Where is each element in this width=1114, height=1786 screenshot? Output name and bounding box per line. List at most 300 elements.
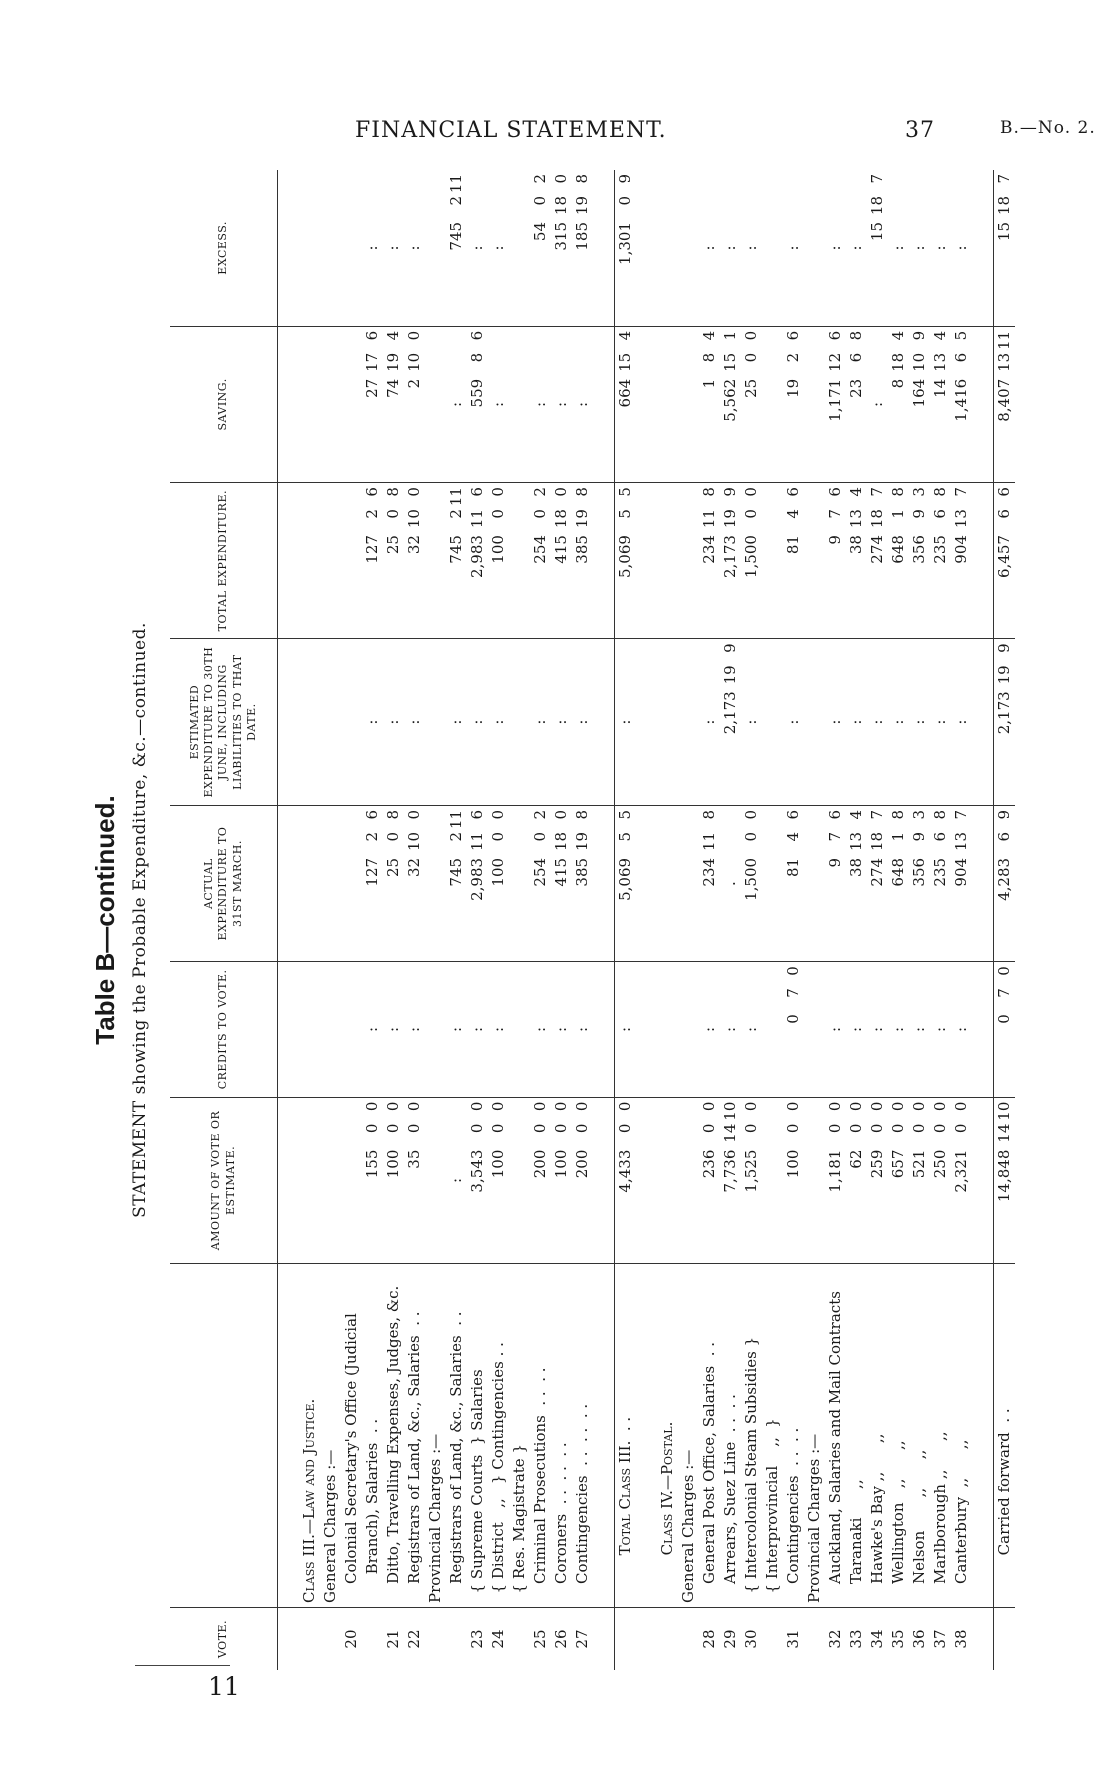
table-row — [341, 170, 362, 1670]
amount-placeholder: : — [784, 719, 802, 725]
amount-cell — [930, 962, 951, 1097]
amount-placeholder: : — [489, 1026, 507, 1032]
amount-cell — [930, 170, 951, 326]
pence: 8 — [700, 487, 718, 497]
amount-placeholder: : — [384, 719, 402, 725]
vote-number — [678, 1608, 699, 1670]
amount-cell — [972, 639, 994, 806]
shillings: 19 — [573, 196, 591, 216]
pounds: 254 — [531, 857, 549, 887]
amount-placeholder: : — [910, 245, 928, 251]
pounds: 315 — [552, 222, 570, 251]
pounds: 164 — [910, 378, 928, 408]
pence: 5 — [616, 809, 634, 820]
amount-placeholder: : — [784, 245, 802, 251]
amount-cell — [678, 483, 699, 639]
shillings: 0 — [910, 1123, 928, 1134]
pence: 4 — [700, 330, 718, 341]
amount-cell — [530, 639, 551, 806]
vote-number — [636, 1608, 657, 1670]
amount-cell — [341, 962, 362, 1097]
amount-placeholder: : — [468, 1026, 486, 1032]
table-row — [867, 170, 888, 1670]
table-row — [488, 170, 509, 1670]
table-row — [467, 170, 488, 1670]
pence: 8 — [700, 809, 718, 820]
column-header: ACTUAL EXPENDITURE TO 31ST MARCH. — [170, 805, 278, 961]
table-row — [846, 170, 867, 1670]
shillings: 0 — [742, 1123, 760, 1134]
pounds: 14 — [931, 378, 949, 398]
table-row — [636, 170, 657, 1670]
amount-placeholder: : — [952, 719, 970, 725]
amount-cell — [909, 962, 930, 1097]
amount-cell — [383, 1097, 404, 1264]
vote-number: 22 — [405, 1629, 423, 1649]
vote-number: 25 — [531, 1629, 549, 1649]
pence: 0 — [468, 1101, 486, 1112]
table-body — [278, 170, 1016, 1670]
amount-placeholder: : — [700, 1026, 718, 1032]
pounds: 25 — [384, 535, 402, 555]
table-subcaption: STATEMENT showing the Probable Expenditure, &c.—continued. — [130, 622, 150, 1218]
pence: 2 — [531, 174, 549, 184]
shillings: 0 — [868, 1123, 886, 1134]
amount-cell — [299, 326, 320, 482]
amount-cell — [972, 1097, 994, 1264]
amount-cell — [825, 1097, 846, 1264]
table-row — [383, 170, 404, 1670]
pounds: 19 — [784, 378, 802, 398]
amount-placeholder: : — [826, 719, 844, 725]
amount-cell — [678, 1097, 699, 1264]
pence: 9 — [995, 809, 1013, 820]
amount-cell — [636, 170, 657, 326]
row-description: { Supreme Courts } Salaries — [467, 1264, 488, 1608]
amount-cell — [320, 805, 341, 961]
table-row — [530, 170, 551, 1670]
amount-placeholder: : — [868, 719, 886, 725]
amount-cell — [762, 483, 783, 639]
margin-rule — [135, 1665, 230, 1666]
shillings: 19 — [995, 665, 1013, 685]
amount-cell — [593, 639, 615, 806]
amount-cell — [320, 326, 341, 482]
pounds: 9 — [826, 857, 844, 868]
row-description: Marlborough ,, ,, — [930, 1264, 951, 1608]
amount-cell — [741, 962, 762, 1097]
pence: 6 — [826, 330, 844, 341]
amount-cell — [320, 1097, 341, 1264]
row-description: General Charges :— — [678, 1264, 699, 1608]
amount-cell — [825, 639, 846, 806]
shillings: 19 — [384, 352, 402, 372]
amount-cell — [299, 483, 320, 639]
shillings: 6 — [931, 509, 949, 519]
amount-placeholder: : — [721, 1026, 739, 1032]
amount-cell — [994, 962, 1016, 1097]
pence: 1 — [721, 330, 739, 341]
pounds: 356 — [910, 857, 928, 887]
amount-cell — [741, 805, 762, 961]
amount-cell — [867, 639, 888, 806]
row-description: { Intercolonial Steam Subsidies } — [741, 1264, 762, 1608]
vote-number: 23 — [468, 1629, 486, 1649]
shillings: 11 — [700, 831, 718, 852]
amount-cell — [699, 483, 720, 639]
amount-cell — [699, 962, 720, 1097]
column-header: EXCESS. — [170, 170, 278, 326]
amount-cell — [404, 639, 425, 806]
page-mark: 11 — [208, 1672, 240, 1701]
pounds: 664 — [616, 378, 634, 408]
amount-cell — [699, 639, 720, 806]
pounds: 415 — [552, 857, 570, 887]
pounds: 127 — [363, 857, 381, 887]
table-row — [994, 170, 1016, 1670]
pence: 4 — [616, 330, 634, 341]
amount-cell — [972, 483, 994, 639]
amount-cell — [446, 962, 467, 1097]
amount-cell — [572, 805, 593, 961]
shillings: 7 — [784, 988, 802, 998]
shillings: 0 — [573, 1123, 591, 1134]
amount-cell — [846, 805, 867, 961]
amount-cell — [383, 962, 404, 1097]
pounds: 521 — [910, 1149, 928, 1179]
amount-cell — [446, 170, 467, 326]
amount-cell — [572, 326, 593, 482]
amount-cell — [678, 805, 699, 961]
amount-cell — [551, 170, 572, 326]
shillings: 13 — [952, 509, 970, 529]
pounds: 236 — [700, 1149, 718, 1179]
amount-placeholder: : — [826, 245, 844, 251]
amount-cell — [467, 639, 488, 806]
pounds: 25 — [384, 857, 402, 878]
pence: 6 — [468, 330, 486, 341]
amount-cell — [551, 962, 572, 1097]
shillings: 6 — [995, 831, 1013, 842]
row-description: Total Class III. . . — [615, 1264, 637, 1608]
amount-cell — [804, 1097, 825, 1264]
amount-cell — [383, 170, 404, 326]
pounds: 6,457 — [995, 535, 1013, 578]
amount-cell — [362, 170, 383, 326]
amount-placeholder: : — [573, 401, 591, 407]
pounds: 8 — [889, 378, 907, 389]
pounds: 38 — [847, 535, 865, 555]
pence: 7 — [868, 174, 886, 184]
pence: 0 — [616, 1101, 634, 1112]
shillings: 0 — [742, 831, 760, 842]
pence: 0 — [784, 966, 802, 976]
amount-cell — [972, 805, 994, 961]
pounds: 2,173 — [721, 535, 739, 578]
pence: 9 — [995, 643, 1013, 653]
pounds: 81 — [784, 857, 802, 878]
row-description: Wellington ,, ,, — [888, 1264, 909, 1608]
amount-placeholder: : — [573, 1026, 591, 1032]
amount-placeholder: : — [573, 719, 591, 725]
amount-cell — [804, 483, 825, 639]
amount-cell — [446, 1097, 467, 1264]
vote-number: 30 — [742, 1629, 760, 1649]
shillings: 0 — [531, 1123, 549, 1134]
pence: 8 — [384, 487, 402, 497]
table-row — [425, 170, 446, 1670]
vote-number: 33 — [847, 1629, 865, 1649]
amount-cell — [320, 483, 341, 639]
pence: 0 — [826, 1101, 844, 1112]
column-header — [170, 1264, 278, 1608]
amount-cell — [951, 1097, 972, 1264]
pence: 8 — [889, 487, 907, 497]
shillings: 11 — [468, 509, 486, 529]
amount-cell — [783, 962, 804, 1097]
amount-cell — [657, 483, 678, 639]
amount-placeholder: : — [868, 401, 886, 407]
shillings: 18 — [868, 509, 886, 529]
shillings: 0 — [889, 1123, 907, 1134]
amount-cell — [867, 1097, 888, 1264]
table-row — [657, 170, 678, 1670]
amount-cell — [446, 639, 467, 806]
amount-cell — [804, 962, 825, 1097]
pence: 0 — [784, 1101, 802, 1112]
amount-cell — [636, 483, 657, 639]
pounds: 745 — [447, 535, 465, 564]
shillings: 10 — [405, 352, 423, 372]
amount-cell — [867, 170, 888, 326]
pounds: 5,562 — [721, 378, 739, 422]
pounds: 648 — [889, 535, 907, 564]
amount-cell — [404, 326, 425, 482]
pence: 5 — [616, 487, 634, 497]
pounds: 200 — [573, 1149, 591, 1179]
amount-cell — [488, 483, 509, 639]
amount-cell — [720, 962, 741, 1097]
shillings: 5 — [616, 509, 634, 519]
vote-number — [994, 1608, 1016, 1670]
amount-placeholder: : — [405, 1026, 423, 1032]
amount-cell — [825, 962, 846, 1097]
amount-cell — [446, 483, 467, 639]
shillings: 15 — [616, 352, 634, 372]
vote-number: 27 — [573, 1629, 591, 1649]
amount-cell — [530, 962, 551, 1097]
amount-cell — [930, 483, 951, 639]
amount-cell — [657, 805, 678, 961]
pounds: 385 — [573, 535, 591, 564]
amount-cell — [951, 170, 972, 326]
shillings: 0 — [952, 1123, 970, 1134]
vote-number: 32 — [826, 1629, 844, 1649]
pence: 9 — [910, 330, 928, 341]
amount-cell — [741, 1097, 762, 1264]
vote-number: 37 — [931, 1629, 949, 1649]
shillings: 11 — [700, 509, 718, 529]
pounds: 657 — [889, 1149, 907, 1179]
shillings: 2 — [363, 831, 381, 842]
pounds: 904 — [952, 535, 970, 564]
shillings: 2 — [363, 509, 381, 519]
shillings: 0 — [742, 509, 760, 519]
row-description: Registrars of Land, &c., Salaries . . — [404, 1264, 425, 1608]
pounds: 32 — [405, 535, 423, 555]
pence: 0 — [868, 1101, 886, 1112]
row-description: General Charges :— — [320, 1264, 341, 1608]
pence: 0 — [742, 809, 760, 820]
amount-cell — [509, 1097, 530, 1264]
shillings: 17 — [363, 352, 381, 372]
table-row — [299, 170, 320, 1670]
amount-cell — [425, 805, 446, 961]
page-number: 37 — [905, 118, 935, 143]
pence: 8 — [573, 174, 591, 184]
amount-cell — [488, 326, 509, 482]
amount-cell — [425, 962, 446, 1097]
amount-cell — [678, 326, 699, 482]
shillings: 13 — [931, 352, 949, 372]
amount-placeholder: : — [489, 245, 507, 251]
amount-cell — [699, 170, 720, 326]
pounds: 100 — [552, 1149, 570, 1179]
pounds: 274 — [868, 535, 886, 564]
pence: 4 — [889, 330, 907, 341]
shillings: 0 — [489, 1123, 507, 1134]
pounds: 1,416 — [952, 378, 970, 422]
pounds: 745 — [447, 222, 465, 251]
pounds: 1,171 — [826, 378, 844, 422]
shillings: 7 — [995, 988, 1013, 998]
amount-cell — [341, 326, 362, 482]
amount-cell — [299, 1097, 320, 1264]
amount-cell — [530, 170, 551, 326]
amount-cell — [299, 805, 320, 961]
amount-cell — [888, 1097, 909, 1264]
document-reference: B.—No. 2. — [1000, 118, 1096, 138]
amount-cell — [762, 805, 783, 961]
pounds: 5,069 — [616, 535, 634, 578]
amount-cell — [551, 483, 572, 639]
table-row — [551, 170, 572, 1670]
amount-cell — [404, 483, 425, 639]
shillings: 18 — [868, 196, 886, 216]
pence: 8 — [573, 487, 591, 497]
shillings: 12 — [826, 352, 844, 372]
pence: 0 — [552, 174, 570, 184]
amount-cell — [488, 639, 509, 806]
pounds: 23 — [847, 378, 865, 398]
shillings: 19 — [573, 831, 591, 852]
pounds: 155 — [363, 1149, 381, 1179]
amount-cell — [299, 170, 320, 326]
table-row — [404, 170, 425, 1670]
amount-cell — [530, 326, 551, 482]
table-row — [951, 170, 972, 1670]
amount-cell — [994, 483, 1016, 639]
vote-number: 28 — [700, 1629, 718, 1649]
pounds: 1,301 — [616, 222, 634, 265]
amount-cell — [951, 483, 972, 639]
pence: 6 — [363, 487, 381, 497]
amount-cell — [909, 639, 930, 806]
amount-cell — [425, 1097, 446, 1264]
pence: 0 — [573, 1101, 591, 1112]
amount-placeholder: : — [700, 245, 718, 251]
pence: 0 — [552, 487, 570, 497]
pence: 7 — [952, 809, 970, 820]
amount-cell — [867, 805, 888, 961]
pence: 0 — [700, 1101, 718, 1112]
amount-cell — [783, 639, 804, 806]
amount-cell — [762, 326, 783, 482]
shillings: 0 — [489, 831, 507, 842]
amount-placeholder: : — [468, 719, 486, 725]
amount-placeholder: : — [468, 245, 486, 251]
shillings: 0 — [468, 1123, 486, 1134]
amount-cell — [972, 962, 994, 1097]
pounds: 2,321 — [952, 1149, 970, 1193]
amount-cell — [741, 483, 762, 639]
shillings: 9 — [910, 509, 928, 519]
table-row — [320, 170, 341, 1670]
row-description: Arrears, Suez Line . . . . — [720, 1264, 741, 1608]
table-header-row — [170, 170, 278, 1670]
pence: 0 — [742, 330, 760, 341]
amount-cell — [509, 962, 530, 1097]
table-row — [741, 170, 762, 1670]
vote-number — [425, 1608, 446, 1670]
amount-cell — [783, 326, 804, 482]
amount-placeholder: : — [721, 245, 739, 251]
pounds: 7,736 — [721, 1149, 739, 1193]
shillings: 0 — [826, 1123, 844, 1134]
shillings: 13 — [847, 509, 865, 529]
amount-placeholder: . — [721, 881, 739, 886]
column-header: SAVING. — [170, 326, 278, 482]
amount-cell — [425, 483, 446, 639]
pounds: 81 — [784, 535, 802, 555]
shillings: 18 — [552, 509, 570, 529]
amount-cell — [383, 639, 404, 806]
amount-placeholder: : — [552, 1026, 570, 1032]
amount-cell — [593, 483, 615, 639]
pounds: 235 — [931, 857, 949, 887]
shillings: 9 — [910, 831, 928, 842]
amount-cell — [615, 1097, 637, 1264]
column-header: ESTIMATED EXPENDITURE TO 30TH JUNE, INCLUDING LIABILITIES TO THAT DATE. — [170, 639, 278, 806]
amount-placeholder: : — [742, 719, 760, 725]
row-description: Canterbury ,, ,, — [951, 1264, 972, 1608]
amount-placeholder: : — [363, 245, 381, 251]
amount-cell — [320, 962, 341, 1097]
pounds: 235 — [931, 535, 949, 564]
pounds: 1,525 — [742, 1149, 760, 1193]
amount-cell — [362, 805, 383, 961]
amount-cell — [951, 962, 972, 1097]
shillings: 0 — [531, 509, 549, 519]
amount-cell — [909, 1097, 930, 1264]
amount-cell — [383, 483, 404, 639]
pounds: 54 — [531, 222, 549, 242]
shillings: 1 — [889, 509, 907, 519]
amount-placeholder: : — [531, 401, 549, 407]
row-description: Branch), Salaries . . — [362, 1264, 383, 1608]
pence: 0 — [742, 487, 760, 497]
expenditure-table — [170, 170, 1015, 1670]
